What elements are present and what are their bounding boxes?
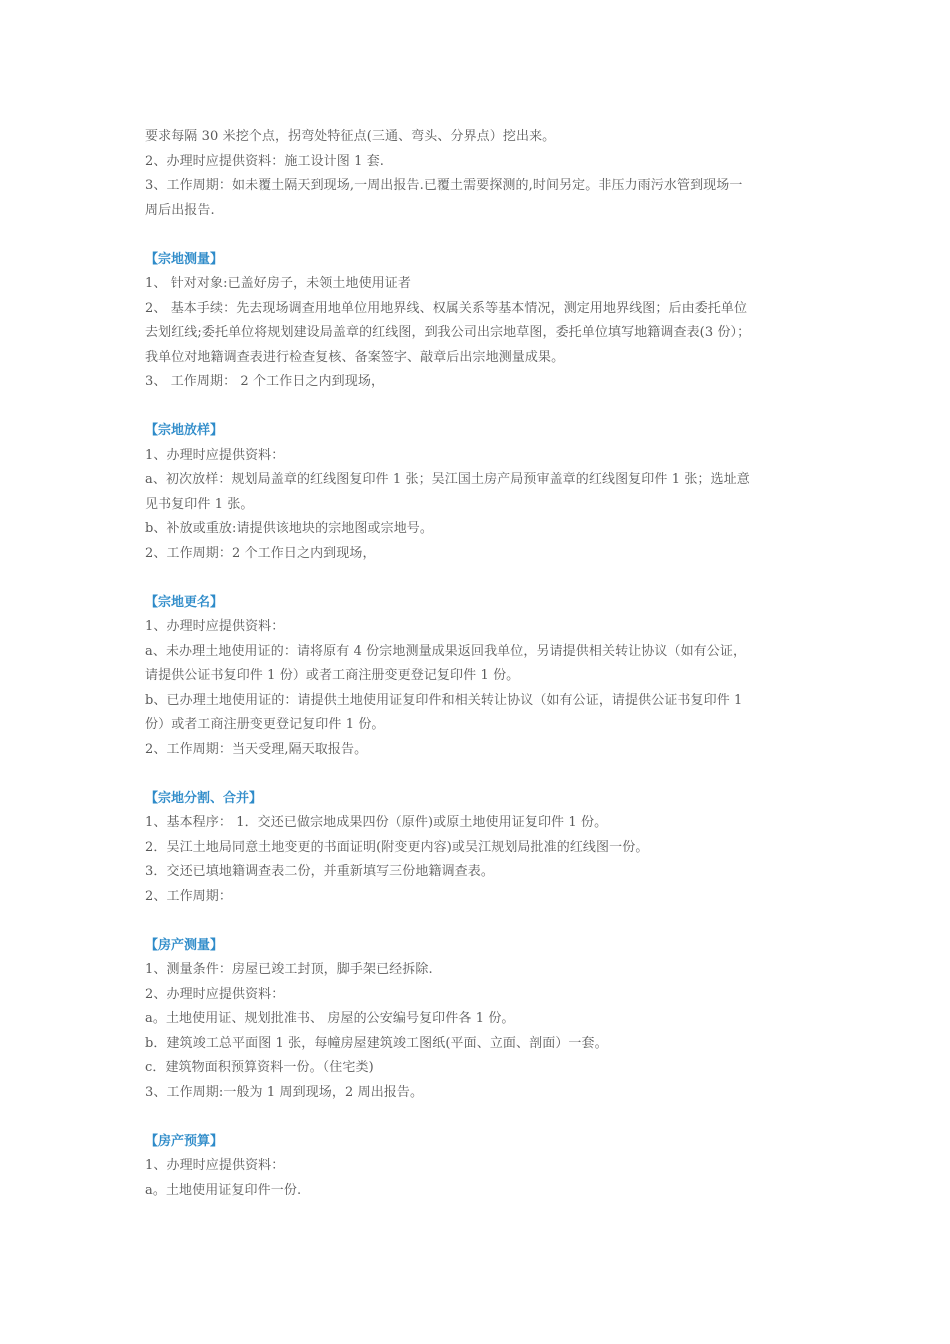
section-gap [145,566,810,591]
section-line: 见书复印件 1 张。 [145,496,254,512]
section-line: a、初次放样：规划局盖章的红线图复印件 1 张；吴江国土房产局预审盖章的红线图复印件 1 张；选址意 [145,472,750,487]
section-line: 2、办理时应提供资料： [145,986,285,1002]
section-gap [145,909,810,934]
section-line: a。土地使用证、规划批准书、 房屋的公安编号复印件各 1 份。 [145,1011,515,1026]
section-line: 2、工作周期：当天受理,隔天取报告。 [145,741,368,757]
intro-line: 3、工作周期：如未覆土隔天到现场,一周出报告.已覆土需要探测的,时间另定。非压力雨污水管到现场一 [145,178,743,193]
section-line: 我单位对地籍调查表进行检查复核、备案签字、敲章后出宗地测量成果。 [145,349,565,365]
section-property-estimate [145,1130,810,1204]
section-line: 3．交还已填地籍调查表二份，并重新填写三份地籍调查表。 [145,864,494,879]
intro-line: 要求每隔 30 米挖个点，拐弯处特征点(三通、弯头、分界点）挖出来。 [145,129,556,144]
intro-block [145,125,810,223]
section-land-survey [145,248,810,395]
intro-line: 周后出报告. [145,202,215,218]
section-line: 1、办理时应提供资料： [145,447,285,463]
section-line: 1、基本程序： 1．交还已做宗地成果四份（原件)或原土地使用证复印件 1 份。 [145,815,608,830]
section-line: 3、 工作周期： 2 个工作日之内到现场， [145,374,385,389]
section-line: 2．吴江土地局同意土地变更的书面证明(附变更内容)或吴江规划局批准的红线图一份。 [145,839,649,855]
section-title: 【宗地测量】 [145,251,224,267]
section-land-split-merge [145,787,810,910]
section-gap [145,762,810,787]
intro-line: 2、办理时应提供资料：施工设计图 1 套. [145,153,385,169]
section-property-survey [145,934,810,1106]
section-line: b、已办理土地使用证的：请提供土地使用证复印件和相关转让协议（如有公证，请提供公证书复印件 1 [145,692,743,708]
section-line: b、补放或重放:请提供该地块的宗地图或宗地号。 [145,521,434,536]
section-title: 【房产测量】 [145,937,224,953]
section-line: 2、工作周期： [145,888,232,904]
section-line: 3、工作周期:一般为 1 周到现场，2 周出报告。 [145,1084,424,1100]
section-line: 1、办理时应提供资料： [145,619,285,634]
document-page [145,125,810,1203]
section-line: 1、办理时应提供资料： [145,1158,285,1173]
section-line: 2、工作周期：2 个工作日之内到现场， [145,545,376,561]
section-line: 份）或者工商注册变更登记复印件 1 份。 [145,717,385,732]
section-line: c．建筑物面积预算资料一份。（住宅类) [145,1060,374,1075]
section-gap [145,223,810,248]
section-gap [145,1105,810,1130]
section-gap [145,395,810,420]
section-line: a、未办理土地使用证的：请将原有 4 份宗地测量成果返回我单位，另请提供相关转让协议（如有公证， [145,643,747,659]
section-line: 1、测量条件：房屋已竣工封顶，脚手架已经拆除. [145,962,433,977]
section-title: 【房产预算】 [145,1133,224,1149]
section-title: 【宗地放样】 [145,423,224,438]
section-line: a。土地使用证复印件一份. [145,1182,302,1198]
section-line: 2、 基本手续：先去现场调查用地单位用地界线、权属关系等基本情况，测定用地界线图；后由委托单位 [145,300,748,316]
section-land-rename [145,591,810,763]
section-line: 请提供公证书复印件 1 份）或者工商注册变更登记复印件 1 份。 [145,668,520,683]
section-line: b．建筑竣工总平面图 1 张，每幢房屋建筑竣工图纸(平面、立面、剖面）一套。 [145,1035,608,1051]
section-title: 【宗地分割、合并】 [145,790,263,806]
section-line: 去划红线;委托单位将规划建设局盖章的红线图，到我公司出宗地草图，委托单位填写地籍调查表(3 份）； [145,325,751,340]
section-line: 1、 针对对象:已盖好房子，未领土地使用证者 [145,276,411,291]
section-land-staking [145,419,810,566]
section-title: 【宗地更名】 [145,594,224,610]
